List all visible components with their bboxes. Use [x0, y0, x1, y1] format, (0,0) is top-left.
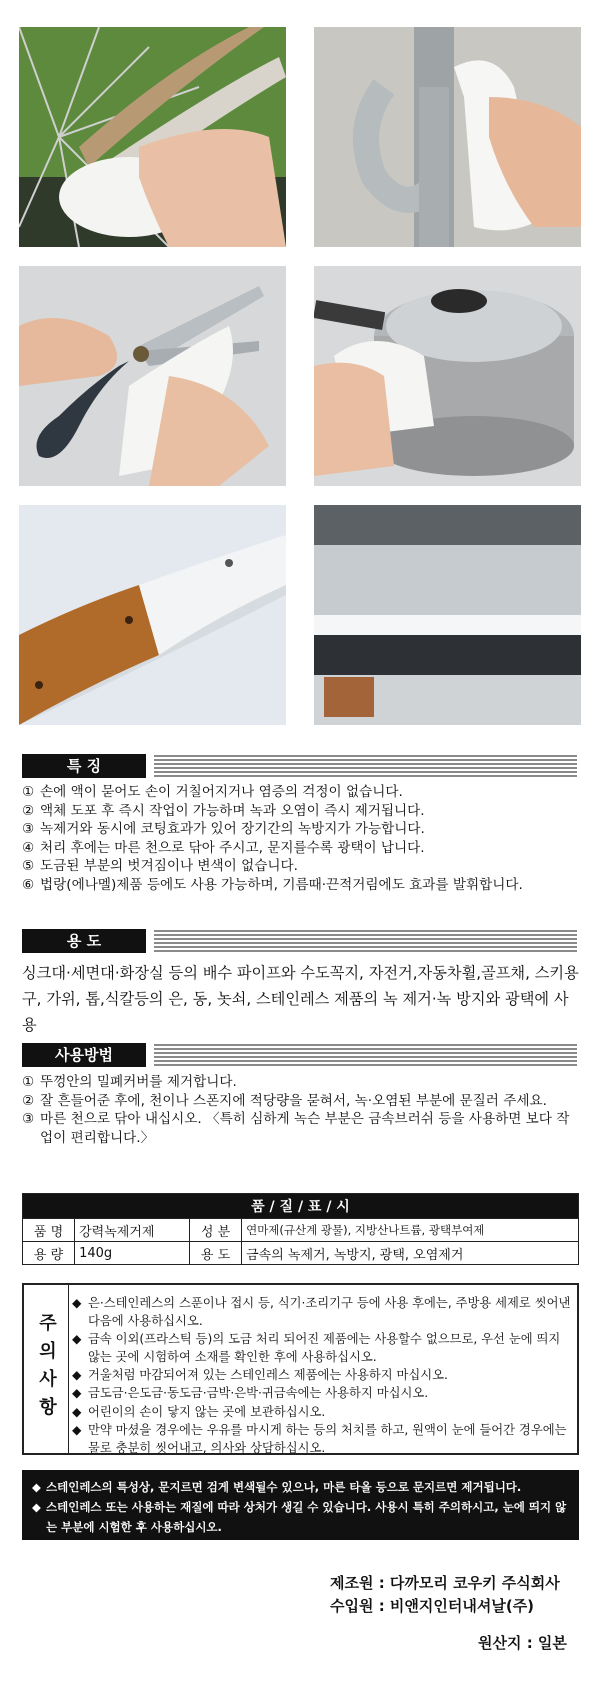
list-item: ③ 녹제거와 동시에 코팅효과가 있어 장기간의 녹방지가 가능합니다. — [22, 821, 425, 837]
usage-header — [22, 929, 577, 953]
list-item: ◆ 거울처럼 마감되어져 있는 스테인레스 제품에는 사용하지 마십시오. — [72, 1366, 571, 1384]
usage-heading: 용 도 — [22, 929, 146, 953]
capacity-value: 140g — [75, 1242, 190, 1265]
diamond-icon: ◆ — [72, 1332, 82, 1347]
list-item: ③ 마른 천으로 닦아 내십시오. 〈특히 심하게 녹슨 부분은 금속브러쉬 등을 사용하면 보다 작업이 편리합니다.〉 — [22, 1111, 570, 1146]
diamond-icon: ◆ — [72, 1296, 82, 1310]
use-value: 금속의 녹제거, 녹방지, 광택, 오염제거 — [242, 1242, 579, 1265]
bicycle-wheel-photo — [19, 27, 286, 247]
features-header — [22, 754, 577, 778]
scissors-photo — [19, 266, 286, 486]
list-item: ⑥ 법랑(에나멜)제품 등에도 사용 가능하며, 기름때·끈적거림에도 효과를 발휘합니다. — [22, 876, 523, 893]
car-bumper-photo — [314, 505, 581, 725]
method-header — [22, 1043, 577, 1067]
origin: 원산지 : 일본 — [478, 1634, 567, 1652]
product-value: 강력녹제거제 — [75, 1219, 190, 1242]
list-item: ◆ 스테인레스의 특성상, 문지르면 검게 변색될수 있으나, 마른 타올 등으로 문지르면 제거됩니다. — [32, 1477, 569, 1497]
rusty-rim-photo — [19, 505, 286, 725]
diamond-icon: ◆ — [72, 1386, 82, 1401]
list-item: ② 액체 도포 후 즉시 작업이 가능하며 녹과 오염이 즉시 제거됩니다. — [22, 802, 425, 819]
list-item: ④ 처리 후에는 마른 천으로 닦아 주시고, 문지를수록 광택이 납니다. — [22, 839, 425, 856]
list-item: ◆ 스테인레스 또는 사용하는 재질에 따라 상처가 생길 수 있습니다. 사용시 특히 주의하시고, 눈에 띄지 않는 부분에 시험한 후 사용하십시오. — [32, 1497, 569, 1537]
header-stripes — [154, 930, 577, 952]
diamond-icon: ◆ — [72, 1422, 82, 1437]
list-item: ◆ 금속 이외(프라스틱 등)의 도금 처리 되어진 제품에는 사용할수 없으므로, 우선 눈에 띄지 않는 곳에 시험하여 소재를 확인한 후에 사용하십시오. — [72, 1330, 571, 1366]
pot-photo — [314, 266, 581, 486]
importer: 수입원 : 비앤지인터내셔날(주) — [330, 1597, 535, 1615]
faucet-pipe-photo — [314, 27, 581, 247]
list-item: ◆ 어린이의 손이 닿지 않는 곳에 보관하십시오. — [72, 1403, 571, 1421]
features-heading: 특 징 — [22, 754, 146, 778]
diamond-icon: ◆ — [32, 1480, 41, 1494]
list-item: ① 손에 액이 묻어도 손이 거칠어지거나 염증의 걱정이 없습니다. — [22, 784, 403, 800]
use-label: 용 도 — [190, 1242, 242, 1265]
composition-label: 성 분 — [190, 1219, 242, 1242]
usage-text: 싱크대·세면대·화장실 등의 배수 파이프와 수도꼭지, 자전거,자동차휠,골프채, 스키용구, 가위, 톱,식칼등의 은, 동, 놋쇠, 스테인레스 제품의 녹 제거·녹 방지와 광택에 사용 — [22, 964, 579, 1034]
product-label: 품 명 — [23, 1219, 75, 1242]
features-list — [22, 783, 582, 894]
spec-title: 품 / 질 / 표 / 시 — [23, 1194, 579, 1219]
list-item: ⑤ 도금된 부분의 벗겨짐이나 변색이 없습니다. — [22, 858, 298, 874]
method-heading: 사용방법 — [22, 1043, 146, 1067]
capacity-label: 용 량 — [23, 1242, 75, 1265]
diamond-icon: ◆ — [32, 1500, 41, 1514]
list-item: ② 잘 흔들어준 후에, 천이나 스폰지에 적당량을 묻혀서, 녹·오염된 부분에 문질러 주세요. — [22, 1092, 547, 1109]
caution-box — [22, 1283, 579, 1455]
method-list — [22, 1073, 582, 1147]
caution-list — [72, 1294, 571, 1457]
quality-label-table — [22, 1193, 579, 1265]
manufacturer: 제조원 : 다까모리 코우키 주식회사 — [330, 1574, 560, 1592]
caution-label-cell — [24, 1285, 69, 1453]
list-item: ◆ 은·스테인레스의 스푼이나 접시 등, 식기·조리기구 등에 사용 후에는, 주방용 세제로 씻어낸 다음에 사용하십시오. — [72, 1294, 571, 1330]
notice-box — [22, 1470, 579, 1540]
header-stripes — [154, 1044, 577, 1066]
header-stripes — [154, 755, 577, 777]
list-item: ◆ 만약 마셨을 경우에는 우유를 마시게 하는 등의 처치를 하고, 원액이 눈에 들어간 경우에는 물로 충분히 씻어내고, 의사와 상담하십시오. — [72, 1421, 571, 1457]
list-item: ◆ 금도금·은도금·동도금·금박·은박·귀금속에는 사용하지 마십시오. — [72, 1384, 571, 1402]
composition-value: 연마제(규산계 광물), 지방산나트륨, 광택부여제 — [242, 1219, 579, 1242]
caution-label: 주의사항 — [36, 1313, 57, 1425]
diamond-icon: ◆ — [72, 1368, 82, 1383]
diamond-icon: ◆ — [72, 1404, 82, 1419]
list-item: ① 뚜껑안의 밀폐커버를 제거합니다. — [22, 1074, 237, 1090]
